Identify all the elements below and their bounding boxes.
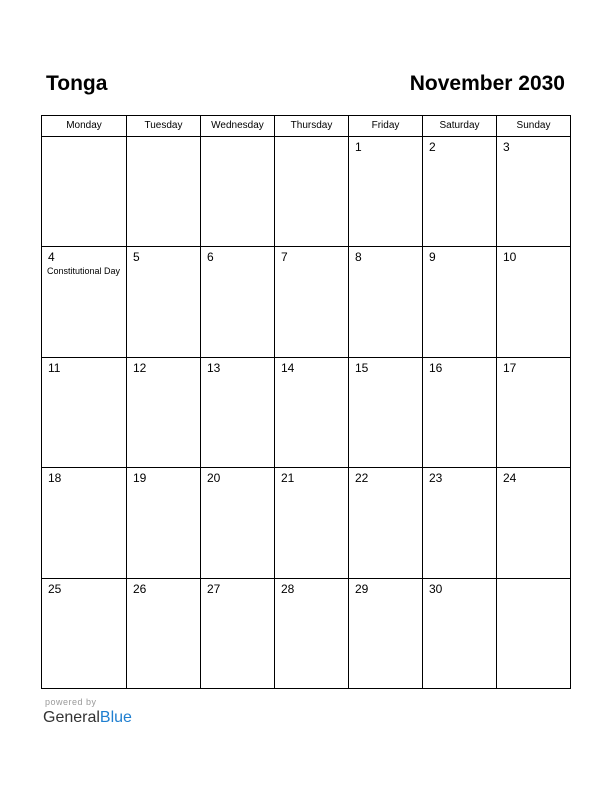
day-number: 15 xyxy=(355,360,369,375)
day-cell xyxy=(127,468,201,578)
day-cell xyxy=(497,468,571,578)
day-cell xyxy=(497,137,571,247)
month-title: November 2030 xyxy=(409,72,565,95)
day-cell xyxy=(275,137,349,247)
day-cell xyxy=(423,247,497,357)
day-number: 12 xyxy=(133,360,147,375)
day-number: 10 xyxy=(503,250,517,265)
weekday-friday: Friday xyxy=(349,116,423,137)
day-cell xyxy=(275,468,349,578)
day-cell xyxy=(201,247,275,357)
day-number: 22 xyxy=(355,471,369,486)
day-cell xyxy=(275,579,349,689)
day-cell xyxy=(127,358,201,468)
day-cell xyxy=(497,247,571,357)
day-cell xyxy=(201,137,275,247)
day-number: 16 xyxy=(429,360,443,375)
day-number: 21 xyxy=(281,471,295,486)
day-cell xyxy=(201,468,275,578)
day-number: 18 xyxy=(48,471,62,486)
day-cell xyxy=(42,358,127,468)
day-number: 26 xyxy=(133,581,147,596)
day-number: 11 xyxy=(48,360,61,375)
brand-general-text: General xyxy=(43,709,100,726)
day-number: 7 xyxy=(281,250,288,265)
day-cell xyxy=(42,468,127,578)
day-cell xyxy=(275,247,349,357)
day-number: 1 xyxy=(355,140,362,154)
day-cell xyxy=(497,579,571,689)
brand-blue-text: Blue xyxy=(99,709,132,726)
day-cell xyxy=(201,579,275,689)
day-number: 14 xyxy=(281,360,295,375)
day-number: 30 xyxy=(429,581,443,596)
day-number: 19 xyxy=(133,471,147,486)
day-cell xyxy=(42,247,127,357)
day-number: 2 xyxy=(429,140,436,154)
day-cell xyxy=(349,579,423,689)
day-cell xyxy=(42,579,127,689)
day-cell xyxy=(275,358,349,468)
day-cell xyxy=(349,137,423,247)
day-number: 25 xyxy=(48,581,62,596)
day-cell xyxy=(127,137,201,247)
weekday-wednesday: Wednesday xyxy=(201,116,275,137)
day-number: 17 xyxy=(503,360,517,375)
day-cell xyxy=(349,468,423,578)
holiday-label: Constitutional Day xyxy=(47,266,121,277)
day-number: 27 xyxy=(207,581,221,596)
day-cell xyxy=(497,358,571,468)
generalblue-branding xyxy=(43,697,243,737)
day-number: 24 xyxy=(503,471,517,486)
day-cell xyxy=(423,358,497,468)
day-number: 29 xyxy=(355,581,369,596)
weekday-header-row xyxy=(42,116,571,137)
weekday-tuesday: Tuesday xyxy=(127,116,201,137)
day-number: 13 xyxy=(207,360,221,375)
day-number: 8 xyxy=(355,250,362,265)
weekday-monday: Monday xyxy=(42,116,127,137)
calendar-header xyxy=(0,0,612,110)
day-cell xyxy=(127,247,201,357)
day-number: 20 xyxy=(207,471,221,486)
calendar-grid xyxy=(41,115,571,689)
weekday-sunday: Sunday xyxy=(497,116,571,137)
day-cell xyxy=(201,358,275,468)
day-cell xyxy=(42,137,127,247)
day-number: 5 xyxy=(133,250,140,265)
day-number: 28 xyxy=(281,581,295,596)
generalblue-logo xyxy=(43,708,132,728)
day-number: 23 xyxy=(429,471,443,486)
day-number: 3 xyxy=(503,140,510,154)
calendar-weeks xyxy=(42,137,571,689)
day-cell xyxy=(423,579,497,689)
country-title: Tonga xyxy=(46,72,108,95)
powered-by-text: powered by xyxy=(45,697,97,707)
day-number: 4 xyxy=(48,250,55,265)
weekday-thursday: Thursday xyxy=(275,116,349,137)
day-cell xyxy=(349,247,423,357)
day-cell xyxy=(349,358,423,468)
day-number: 6 xyxy=(207,250,214,265)
day-cell xyxy=(127,579,201,689)
weekday-saturday: Saturday xyxy=(423,116,497,137)
day-cell xyxy=(423,468,497,578)
day-number: 9 xyxy=(429,250,436,265)
day-cell xyxy=(423,137,497,247)
